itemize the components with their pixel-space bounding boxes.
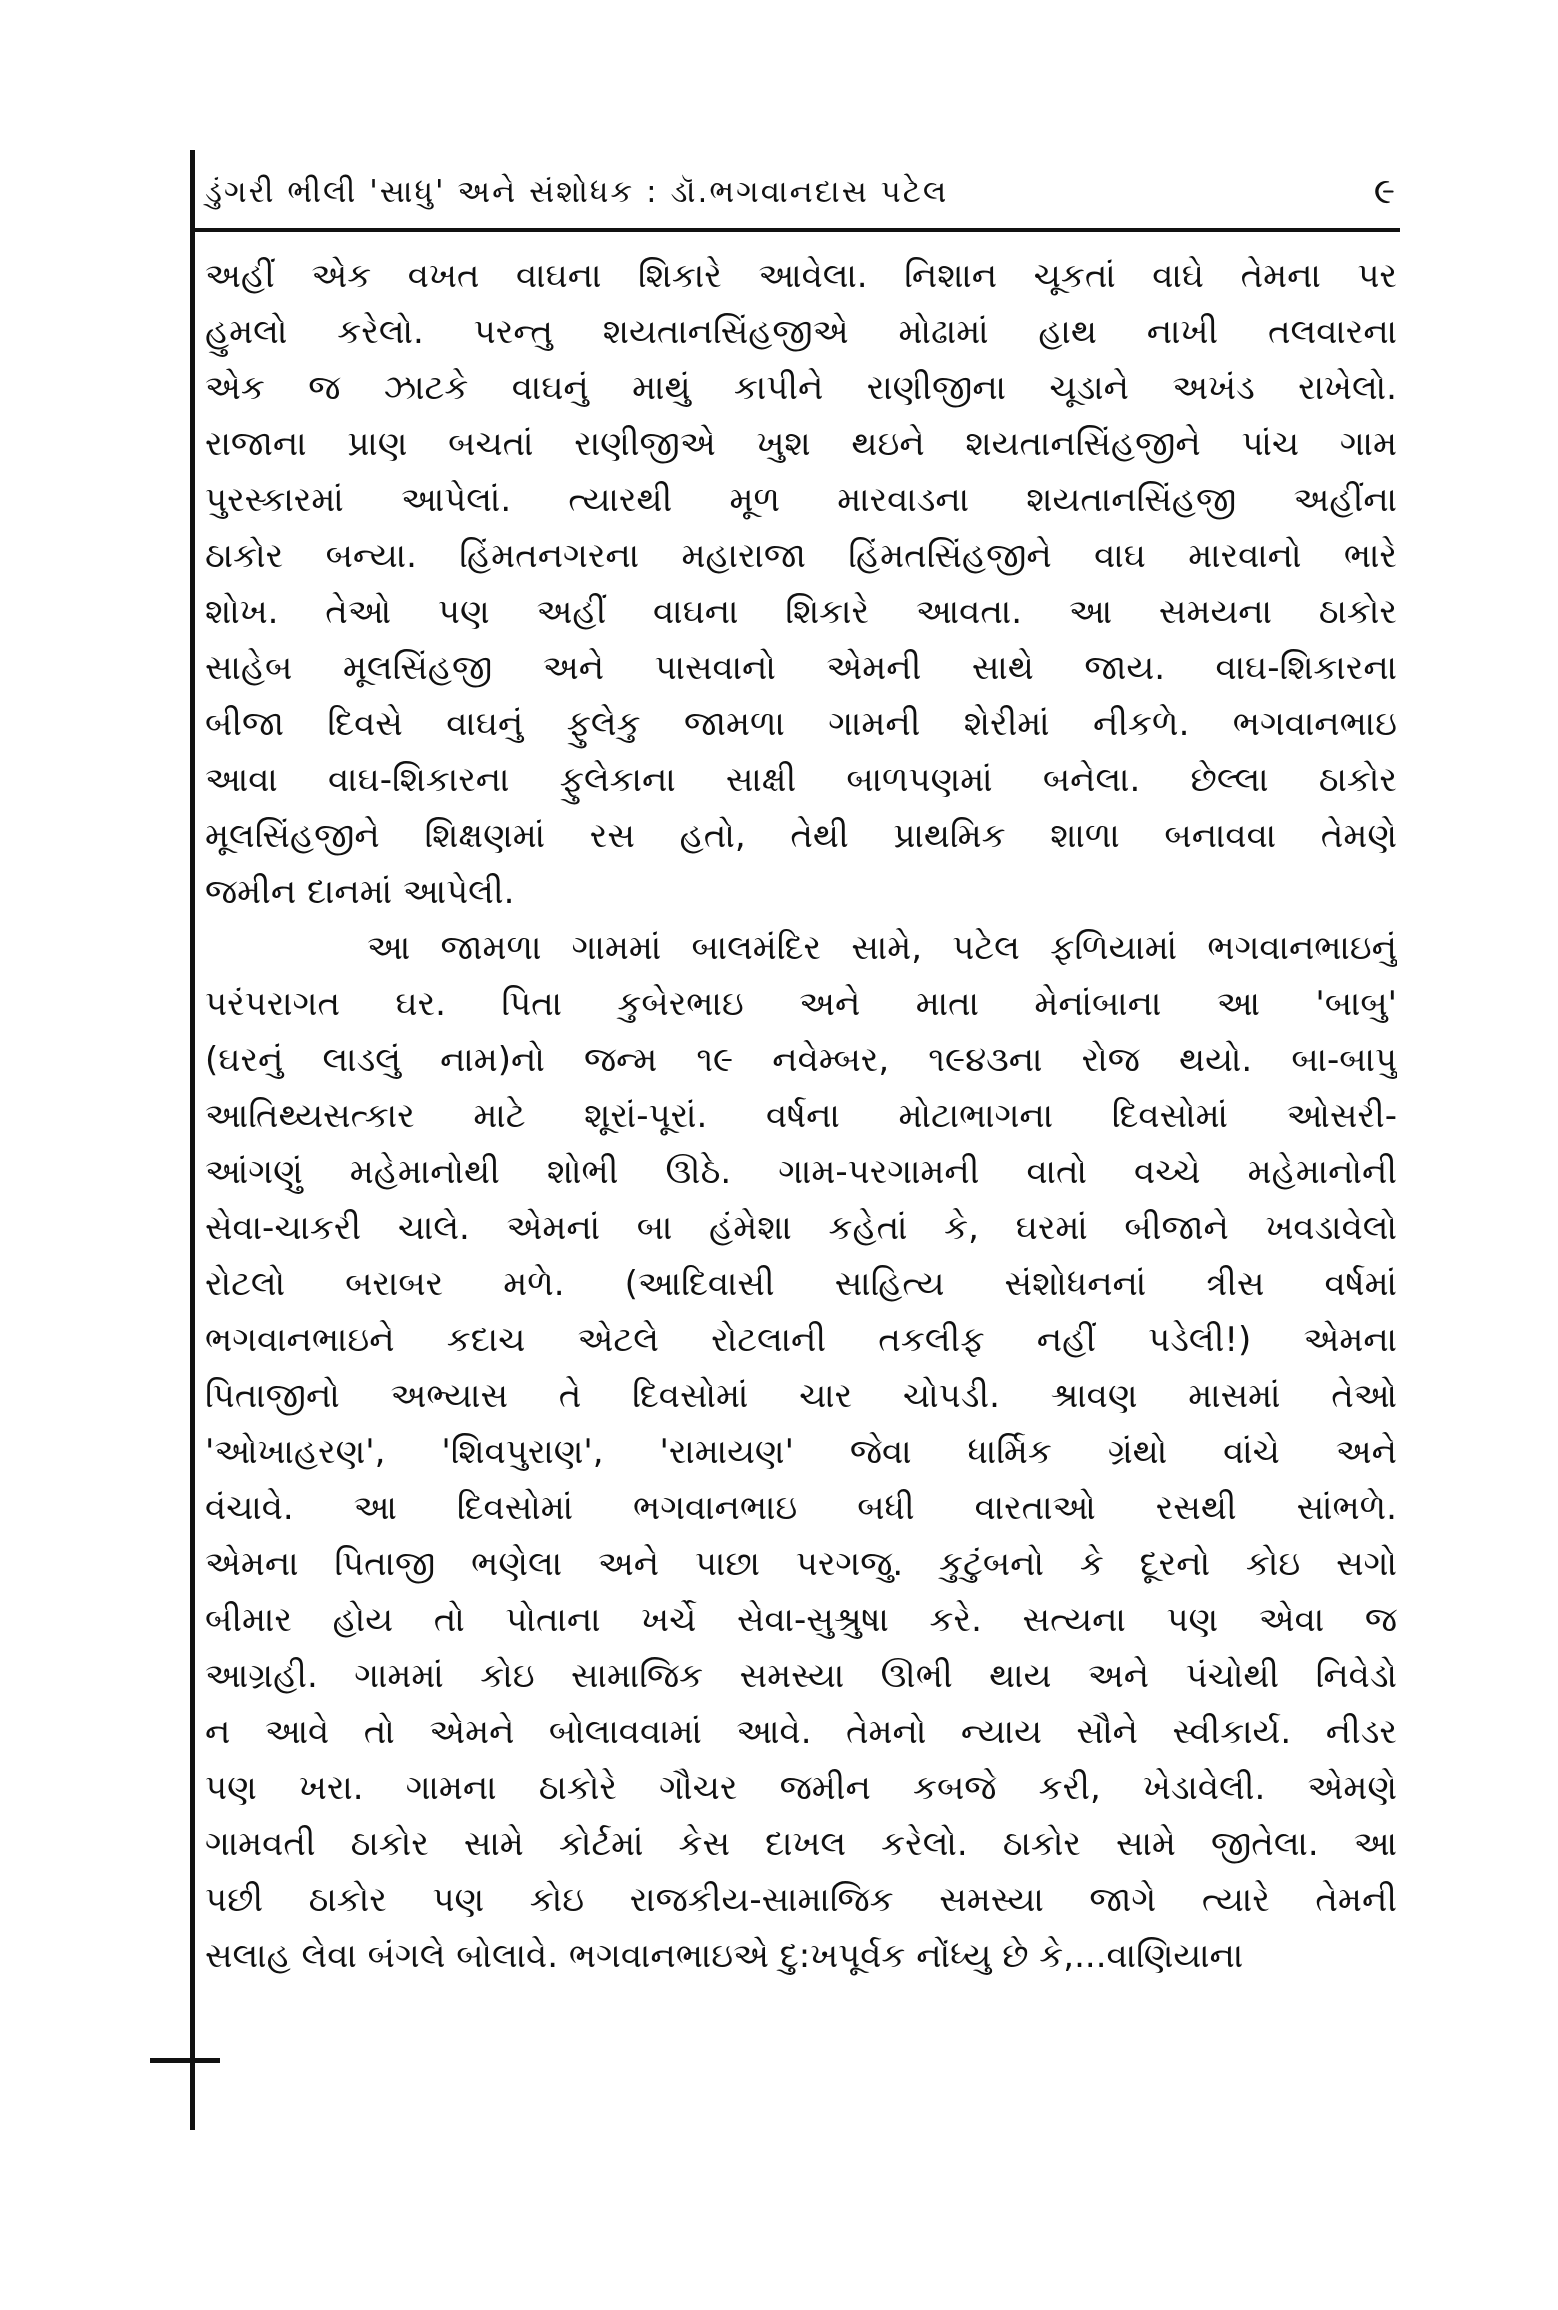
paragraph (205, 248, 1397, 920)
text-line: પછી ઠાકોર પણ કોઇ રાજકીય-સામાજિક સમસ્યા જાગે ત્યારે તેમની (205, 1880, 1397, 1920)
text-line: અહીં એક વખત વાઘના શિકારે આવેલા. નિશાન ચૂકતાં વાઘે તેમના પર (205, 256, 1397, 296)
text-line: પિતાજીનો અભ્યાસ તે દિવસોમાં ચાર ચોપડી. શ્રાવણ માસમાં તેઓ (205, 1376, 1397, 1416)
running-header (205, 162, 1395, 222)
text-line: ઠાકોર બન્યા. હિંમતનગરના મહારાજા હિંમતસિંહજીને વાઘ મારવાનો ભારે (205, 536, 1397, 576)
text-line: ગામવતી ઠાકોર સામે કોર્ટમાં કેસ દાખલ કરેલો. ઠાકોર સામે જીતેલા. આ (205, 1824, 1397, 1864)
text-line: રોટલો બરાબર મળે. (આદિવાસી સાહિત્ય સંશોધનનાં ત્રીસ વર્ષમાં (205, 1264, 1397, 1304)
text-line: એક જ ઝાટકે વાઘનું માથું કાપીને રાણીજીના ચૂડાને અખંડ રાખેલો. (205, 368, 1397, 408)
text-line: બીજા દિવસે વાઘનું ફુલેકુ જામળા ગામની શેરીમાં નીકળે. ભગવાનભાઇ (205, 704, 1397, 744)
text-line: (ઘરનું લાડલું નામ)નો જન્મ ૧૯ નવેમ્બર, ૧૯૪૩ના રોજ થયો. બા-બાપુ (205, 1040, 1397, 1080)
text-line: 'ઓખાહરણ', 'શિવપુરાણ', 'રામાયણ' જેવા ધાર્મિક ગ્રંથો વાંચે અને (205, 1432, 1397, 1472)
text-line: આ જામળા ગામમાં બાલમંદિર સામે, પટેલ ફળિયામાં ભગવાનભાઇનું (367, 928, 1397, 968)
text-line: પરંપરાગત ઘર. પિતા કુબેરભાઇ અને માતા મેનાંબાના આ 'બાબુ' (205, 984, 1397, 1024)
text-line: પણ ખરા. ગામના ઠાકોરે ગૌચર જમીન કબજે કરી, ખેડાવેલી. એમણે (205, 1768, 1397, 1808)
text-line: ભગવાનભાઇને કદાચ એટલે રોટલાની તકલીફ નહીં પડેલી!) એમના (205, 1320, 1397, 1360)
text-line: આંગણું મહેમાનોથી શોભી ઊઠે. ગામ-પરગામની વાતો વચ્ચે મહેમાનોની (205, 1152, 1397, 1192)
text-line: મૂલસિંહજીને શિક્ષણમાં રસ હતો, તેથી પ્રાથમિક શાળા બનાવવા તેમણે (205, 816, 1397, 856)
text-line: બીમાર હોય તો પોતાના ખર્ચે સેવા-સુશ્રુષા કરે. સત્યના પણ એવા જ (205, 1600, 1397, 1640)
running-title: ડુંગરી ભીલી 'સાધુ' અને સંશોધક : ડૉ.ભગવાનદાસ પટેલ (205, 173, 949, 210)
body-text (205, 248, 1397, 1984)
text-line: એમના પિતાજી ભણેલા અને પાછા પરગજુ. કુટુંબનો કે દૂરનો કોઇ સગો (205, 1544, 1397, 1584)
text-line: આતિથ્યસત્કાર માટે શૂરાં-પૂરાં. વર્ષના મોટાભાગના દિવસોમાં ઓસરી- (205, 1096, 1397, 1136)
text-line: સલાહ લેવા બંગલે બોલાવે. ભગવાનભાઇએ દુ:ખપૂર્વક નોંધ્યુ છે કે,...વાણિયાના (205, 1936, 1244, 1976)
text-line: શોખ. તેઓ પણ અહીં વાઘના શિકારે આવતા. આ સમયના ઠાકોર (205, 592, 1397, 632)
text-line: વંચાવે. આ દિવસોમાં ભગવાનભાઇ બધી વારતાઓ રસથી સાંભળે. (205, 1488, 1397, 1528)
paragraph (205, 920, 1397, 1984)
text-line: આગ્રહી. ગામમાં કોઇ સામાજિક સમસ્યા ઊભી થાય અને પંચોથી નિવેડો (205, 1656, 1397, 1696)
text-line: સાહેબ મૂલસિંહજી અને પાસવાનો એમની સાથે જાય. વાઘ-શિકારના (205, 648, 1397, 688)
text-line: ન આવે તો એમને બોલાવવામાં આવે. તેમનો ન્યાય સૌને સ્વીકાર્ય. નીડર (205, 1712, 1397, 1752)
text-line: આવા વાઘ-શિકારના ફુલેકાના સાક્ષી બાળપણમાં બનેલા. છેલ્લા ઠાકોર (205, 760, 1397, 800)
text-line: હુમલો કરેલો. પરન્તુ શયતાનસિંહજીએ મોઢામાં હાથ નાખી તલવારના (205, 312, 1397, 352)
text-line: રાજાના પ્રાણ બચતાં રાણીજીએ ખુશ થઇને શયતાનસિંહજીને પાંચ ગામ (205, 424, 1397, 464)
left-margin-rule (190, 150, 195, 2130)
text-line: જમીન દાનમાં આપેલી. (205, 872, 515, 912)
page-number: ૯ (1373, 171, 1395, 212)
text-line: સેવા-ચાકરી ચાલે. એમનાં બા હંમેશા કહેતાં કે, ઘરમાં બીજાને ખવડાવેલો (205, 1208, 1397, 1248)
header-rule (190, 228, 1400, 232)
text-line: પુરસ્કારમાં આપેલાં. ત્યારથી મૂળ મારવાડના શયતાનસિંહજી અહીંના (205, 480, 1397, 520)
crop-mark (150, 2058, 220, 2063)
